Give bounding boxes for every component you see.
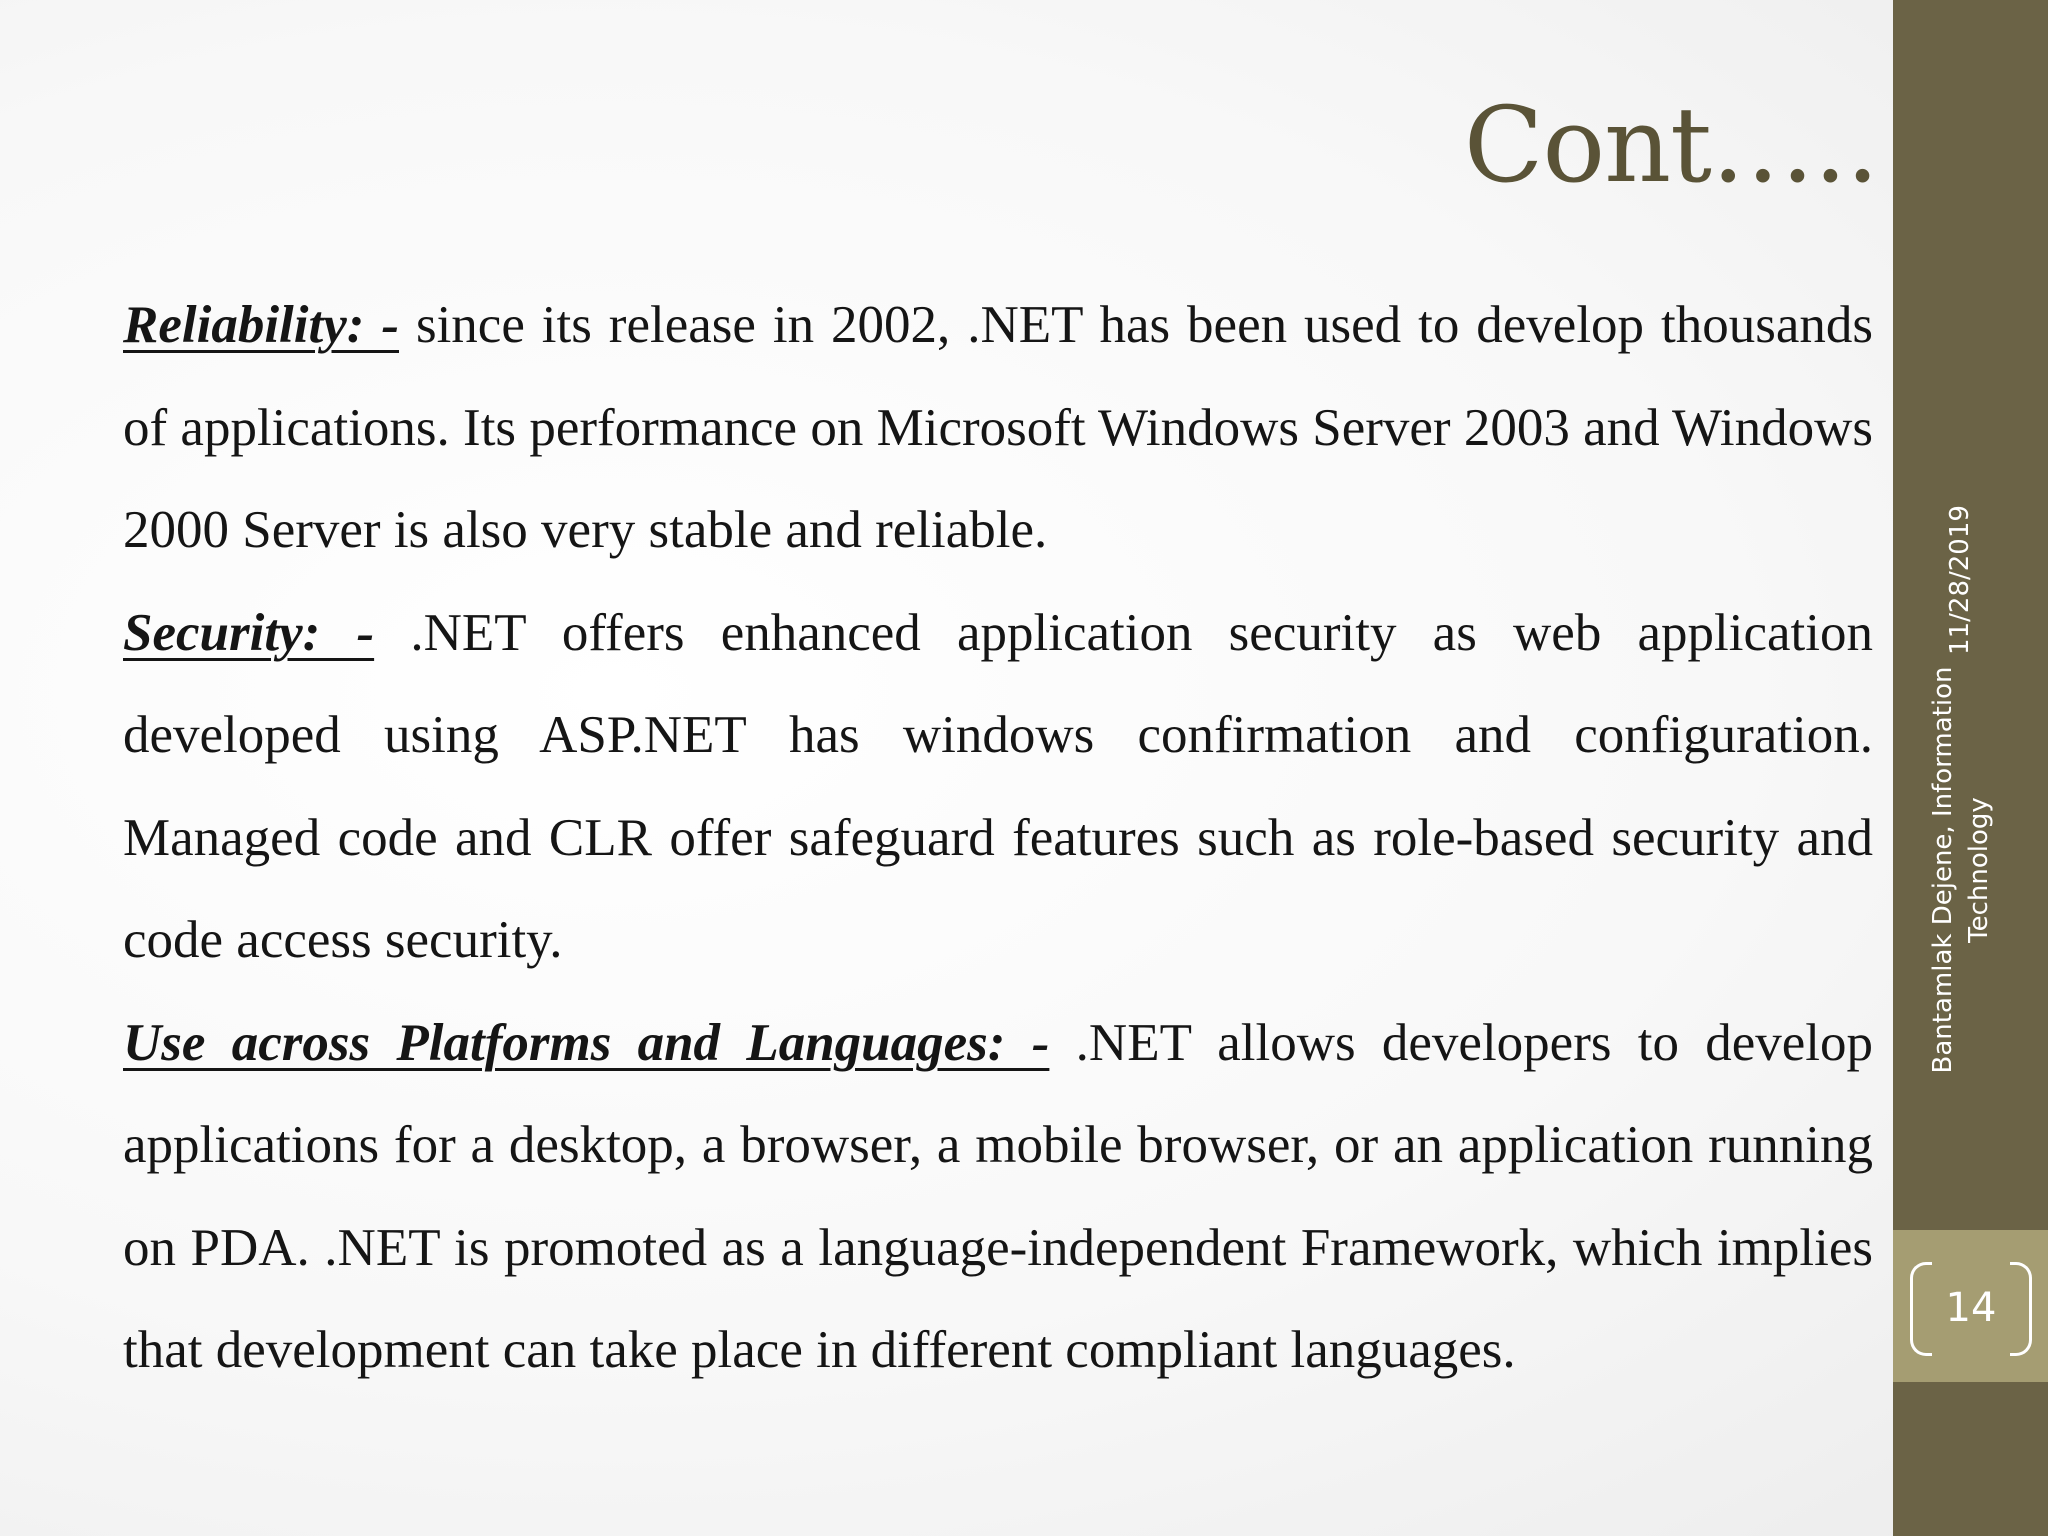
footer-author-line1: Bantamlak Dejene, Information	[1928, 666, 1958, 1074]
paragraph-platforms	[123, 992, 1873, 1402]
slide-title: Cont…..	[1463, 84, 1878, 206]
slide-date: 11/28/2019	[1945, 505, 1975, 655]
slide-body	[123, 274, 1873, 1402]
term-security: Security: -	[123, 603, 375, 662]
term-reliability: Reliability: -	[123, 296, 399, 354]
left-bracket-icon	[1910, 1262, 1932, 1356]
right-bracket-icon	[2010, 1262, 2032, 1356]
slide-number: 14	[1945, 1285, 1997, 1331]
text-platforms: .NET allows developers to develop applications for a desktop, a browser, a mobile browser, or an application running on PDA. .NET is promoted as a language-independent Framework, which implies that development can take place in different compliant languages.	[123, 1013, 1874, 1379]
text-security: .NET offers enhanced application security as web application developed using ASP.NET has windows confirmation and configuration. Managed code and CLR offer safeguard features such as role-based security and code access security.	[123, 603, 1874, 969]
text-reliability: since its release in 2002, .NET has been used to develop thousands of applications. Its performance on Microsoft Windows Server 2003 and Windows 2000 Server is also very stable and reliable.	[123, 296, 1873, 559]
paragraph-reliability	[123, 274, 1873, 582]
term-platforms: Use across Platforms and Languages: -	[123, 1013, 1050, 1072]
paragraph-security	[123, 582, 1873, 992]
slide-footer	[1925, 510, 2025, 1230]
footer-author-line2: Technology	[1964, 797, 1994, 943]
